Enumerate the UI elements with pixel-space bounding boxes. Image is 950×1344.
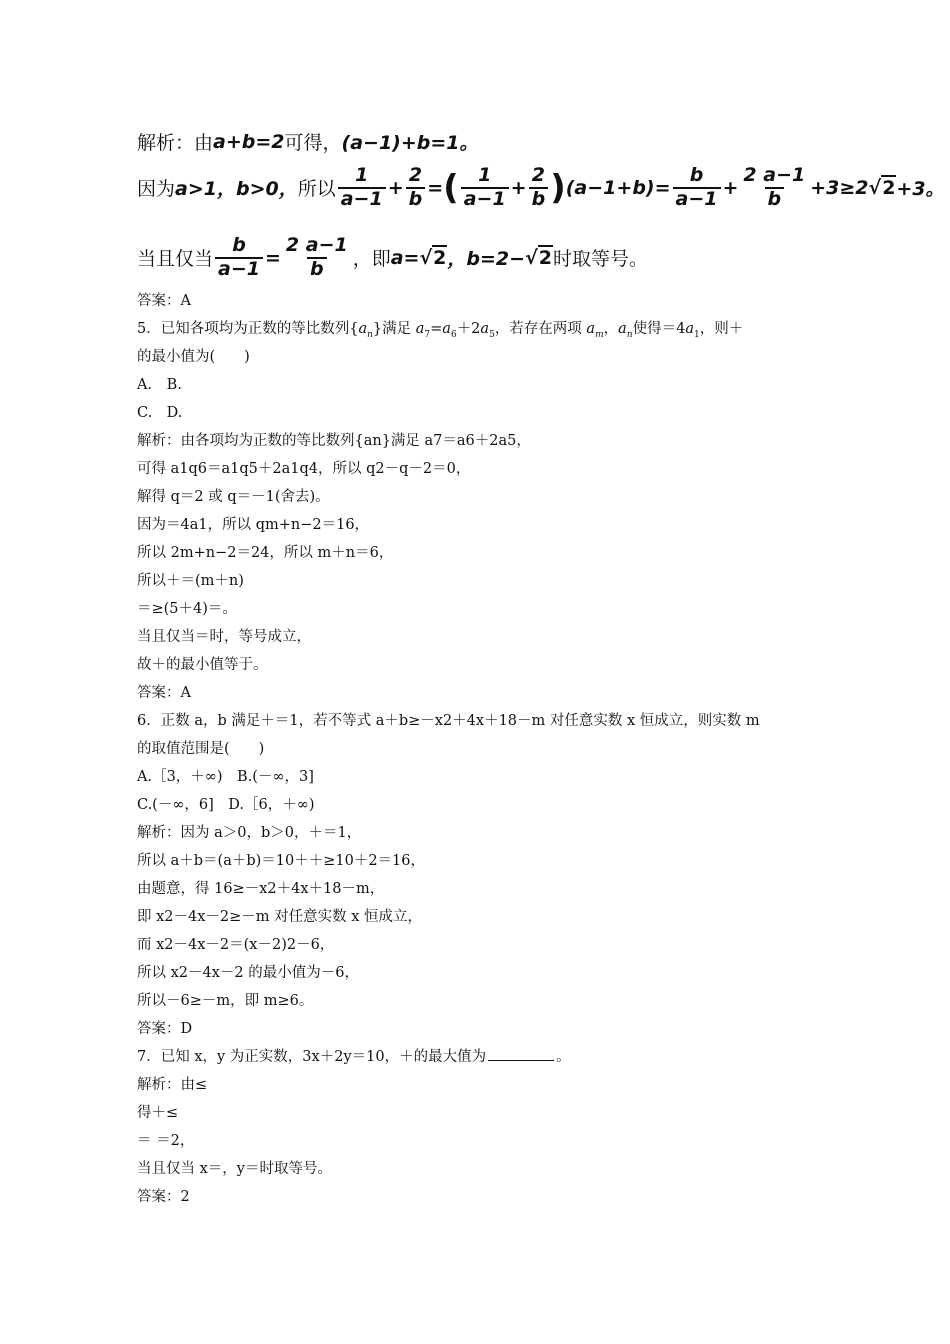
- math: a+b=2: [213, 130, 285, 153]
- solution-text: 当且仅当＝时，等号成立，: [137, 629, 311, 645]
- solution-text: 即 x2－4x－2≥－m 对任意实数 x 恒成立，: [137, 909, 423, 925]
- solution-text: 所以 2m+n−2＝24，所以 m＋n＝6，: [137, 545, 394, 561]
- answer-line: 答案：A: [137, 685, 191, 701]
- sqrt: √2: [868, 176, 896, 199]
- text: 时取等号。: [552, 248, 648, 271]
- fraction: $\frac{b}{a-1}$: [215, 236, 263, 280]
- math: ，b=2−: [447, 248, 526, 271]
- math: +: [510, 176, 527, 199]
- options-line: C. D.: [137, 405, 183, 421]
- sqrt: √2: [419, 246, 447, 269]
- math: +3。: [896, 178, 945, 201]
- solution-text: 解析：因为 a＞0，b＞0，＋＝1，: [137, 825, 362, 841]
- fraction: $\frac{2 a-1}{b}$: [285, 234, 348, 280]
- solution-text: 可得 a1q6＝a1q5＋2a1q4，所以 q2－q－2＝0，: [137, 461, 471, 477]
- text: 解析：由: [137, 132, 214, 154]
- math: (a−1+b)=: [565, 176, 671, 199]
- fraction: $\frac{2}{b}$: [406, 166, 426, 210]
- solution-line-1: [137, 128, 479, 155]
- solution-text: 所以 x2－4x－2 的最小值为－6，: [137, 965, 359, 981]
- text: 可得，: [284, 132, 342, 154]
- solution-line-2: [137, 166, 945, 210]
- text: 当且仅当: [137, 248, 214, 271]
- solution-text: 解得 q＝2 或 q＝－1(舍去)。: [137, 489, 330, 505]
- math: (a−1)+b=1。: [341, 132, 479, 154]
- solution-text: 得＋≤: [137, 1105, 179, 1121]
- question-6-line-2: 的取值范围是( ): [137, 741, 265, 757]
- math: =: [264, 246, 281, 269]
- solution-text: 因为＝4a1，所以 qm+n−2＝16，: [137, 517, 370, 533]
- math: a=: [390, 246, 420, 269]
- sqrt: √2: [525, 246, 552, 269]
- answer-line: 答案：D: [137, 1021, 193, 1037]
- options-line: C.(－∞，6] D.［6，＋∞): [137, 797, 315, 813]
- solution-text: 所以＋＝(m＋n): [137, 573, 244, 589]
- math: +: [722, 176, 739, 199]
- left-paren: (: [443, 167, 459, 208]
- text: 所以: [297, 178, 336, 201]
- text: 因为: [137, 178, 176, 201]
- math: +: [387, 176, 404, 199]
- solution-text: 解析：由各项均为正数的等比数列{an}满足 a7＝a6＋2a5，: [137, 433, 531, 449]
- question-5-line-1: 5．已知各项均为正数的等比数列$\{a_n\}$满足 $a_7=a_6+2a_5$，若存在两项 $a_m$，$a_n$使得$=4a_1$，则＋: [137, 321, 744, 340]
- math: +3≥2: [810, 176, 869, 199]
- solution-text: ＝ ＝2，: [137, 1133, 195, 1149]
- fraction: $\frac{b}{a-1}$: [673, 166, 721, 210]
- solution-text: 故＋的最小值等于。: [137, 657, 268, 673]
- options-line: A.［3，＋∞) B.(－∞，3]: [137, 769, 314, 785]
- fraction: $\frac{1}{a-1}$: [338, 166, 386, 210]
- solution-text: ＝≥(5＋4)＝。: [137, 601, 237, 617]
- answer-blank: [488, 1048, 554, 1061]
- answer-line: 答案：A: [137, 293, 191, 309]
- fraction: $\frac{1}{a-1}$: [461, 166, 509, 210]
- solution-text: 由题意，得 16≥－x2＋4x＋18－m，: [137, 881, 385, 897]
- math: a>1，b>0，: [175, 178, 298, 201]
- solution-text: 所以 a＋b＝(a＋b)＝10＋＋≥10＋2＝16，: [137, 853, 426, 869]
- question-6-line-1: 6．正数 a，b 满足＋＝1，若不等式 a＋b≥－x2＋4x＋18－m 对任意实数 x 恒成立，则实数 m: [137, 713, 760, 729]
- answer-line: 答案：2: [137, 1189, 190, 1205]
- solution-text: 解析：由≤: [137, 1077, 208, 1093]
- text: ，即: [352, 248, 391, 271]
- options-line: A. B.: [137, 377, 182, 393]
- fraction: $\frac{2}{b}$: [529, 166, 549, 210]
- question-7-line-1: 7．已知 x，y 为正实数，3x＋2y＝10，＋的最大值为 。: [137, 1049, 571, 1065]
- solution-text: 而 x2－4x－2＝(x－2)2－6，: [137, 937, 335, 953]
- question-5-line-2: 的最小值为( ): [137, 349, 250, 365]
- solution-text: 所以－6≥－m，即 m≥6。: [137, 993, 314, 1009]
- fraction: $\frac{2 a-1}{b}$: [743, 164, 806, 210]
- solution-line-3: [137, 236, 648, 280]
- math: =: [427, 176, 444, 199]
- right-paren: ): [550, 167, 566, 208]
- solution-text: 当且仅当 x＝，y＝时取等号。: [137, 1161, 332, 1177]
